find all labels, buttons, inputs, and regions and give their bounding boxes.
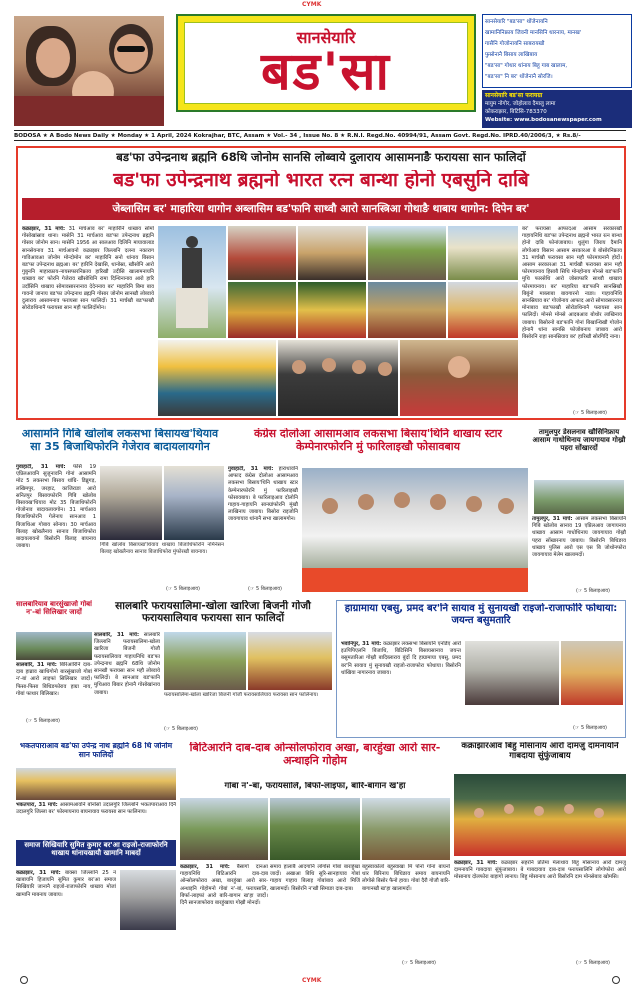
storm-col-3: बहुस्वाकोलो बहुस्वाखा मि पोनो गोनां बायनो थार बिरिनाय बिथिङाव समाय बायनायनि लोगोसे बिसोर फैनो हाया। गोबां दैरौ गोजौ बारि-बागानखौ ख'हा खालामदों। xyxy=(362,864,450,892)
storm-col-2: समाय हालाबै आदगानि लोगोसे गोबां बाराहुंखा जादों। अखाआ बिथि सुरि-सानहायाव गोबां गाहाय गाहाय बिलाइ गोबांबाव आरो मिजिं खालामदों। बिसोरनि न'खौ सिमाङा दाब-दाब। xyxy=(270,864,360,892)
mid-right-headline: तामुलपुर डेसलनाव खौसिनिफ्राय आसाम गाधोथिनाय जायगायाव गोख्रौ पहरा सोंखारदों xyxy=(532,428,626,453)
left-col-continued-1: (☞ 5 बिलाइआव) xyxy=(26,718,60,724)
mid-right-body xyxy=(532,516,626,588)
lead-photo-dance-1 xyxy=(228,282,296,338)
storm-story xyxy=(180,742,450,970)
masthead-title: बड'सा xyxy=(260,42,392,102)
lead-col-1-text: 31 मार्चआव बर' माहारिनि थाखाय सोमो गोसोखांस्राव थाना। मासेनि 31 मार्चआव बड'फा उपेन्द्रनाथ ब्रह्मनि गोसार जोनोम सान। मासेनि 1956 आ सालआव दिलिनि मायावालाड सानसेयनाव 31 मार्चआवनो कक्राझार जिल्लानि दलना नकाराग गाविआवआ जोनोम मोन्दोमोन बर' माहारिनि सनो थांनाय बिसान बड'फा उपेन्द्रनाथ ब्रह्मआ। बर' हारिनि देखासि, थानोस्रा, खौसोनि आरो गुबुननि माहारफ्राय-नायसफारनिफ्राय हारिखौ उदीसि खालामनायनि थाखाय बर' फोरनि गेजेराव खौसोथिनि रामा दिन्थिनानाव आरो हारि उदाँसिनि थाखाय सोमावसारनानाव देदेननाय बर' माहारिनि बिमा बाव गावनो जानाय बड'फा उपेन्द्रनाथ ब्रह्मनि गोसार जोनोम सानखौ लोब्वाये दुलाराय आसामनाव फरायसा सान फालिदों। 31 मार्चखौ बड'फाखौ सोरोङथिनानै फरायसा सान महौ फालिदोंमोन। xyxy=(22,226,154,312)
lead-photo-dance-4 xyxy=(448,282,518,338)
hagrama-headline: हाग्रामाया एबसु, प्रमद बर'नि सायाव मुं सुनायखौ राइजो-राजाफोरि फोथाया: जयन्त बसुमतारि xyxy=(344,603,618,626)
cmyk-mark-bottom: CYMK xyxy=(302,977,322,984)
dateline-text: BODOSA ★ A Bodo News Daily ★ Monday ★ 1 April, 2024 Kokrajhar, BTC, Assam ★ Vol.- 34 , Issue No. 8 ★ R.N.I. Regd.No. 40994/91, Assam Govt. Regd.No. IPRD.40/2006/3, ★ Rs.8/- xyxy=(14,133,581,139)
lead-col-3 xyxy=(522,226,622,416)
lead-photo-crowd-2 xyxy=(298,226,366,280)
lead-col-2 xyxy=(336,0,337,1)
lead-continued: (☞ 5 बिलाइआव) xyxy=(573,410,607,416)
storm-col-1 xyxy=(180,864,268,968)
hagrama-continued: (☞ 5 बिलाइआव) xyxy=(573,725,607,731)
storm-photo-3 xyxy=(362,798,450,860)
lead-photo-statue xyxy=(158,226,226,338)
lead-story xyxy=(16,146,626,420)
sumit-text: बाक्सा जिल्लानि 25 नं खाबायनि हिजायनि सुमित कुमार बर'आ समाज सिखियारि जानानै राइजो-राजाफोरनि थाखाय मोजां खामानि माबनाय जाबाय। xyxy=(16,870,116,898)
mid-center-text: हाराथावनि आफाद कंग्रेस दोलोआ आसामआव लकसभा बिसाय'थिनि थाखाय स्टार केम्पेनारफोरनि मुं फारिलाइखौ फोसावबाय। बे फारिलाइआव दोलोनि गाहाय-गाहायनि सानग्रांफोरनि मुंखौ लाखिनाय जाबाय। बिसोरा राइजोनि जायगायाव थांनानै सभा खालामगोन। xyxy=(228,466,298,523)
saalbari-photo-1 xyxy=(164,632,246,690)
motto-line-1: सानसेयारि "बड'सा" थोंजेनायनि xyxy=(485,19,548,25)
motto-line-5: "बड'सा" गोथार थांनाय बिहु गाब खालाम, xyxy=(485,63,568,69)
mid-center-photo xyxy=(302,468,528,592)
mid-center-headline: कंग्रेस दोलोआ आसामआव लकसभा बिसाय'थिनि थाखाय स्टार केम्पेनारफोरनि मुं फारिलाइखौ फोसावबाय xyxy=(254,428,502,453)
lead-photo-speaker xyxy=(400,340,518,416)
lead-photo-crowd-1 xyxy=(228,226,296,280)
saalbari-body xyxy=(94,632,160,736)
mid-left-text: फेसि 19 एप्रिलआवनि सुजुनावनि गोनां आसामनि मोट 5 लकसभा बिसाय थांग्रि- डिब्रुगड़, लखिमपुर, जरहाट, काजिराङा आरो सनितपुर बिसायफोरनि गिबि खोलोब बिसायख'थियाव मोट 35 बिजाथिफोरनि गोजोनाव बादायलायगोन। 31 मार्चआव बिजाथिफोरनि गेलेनाय सानआव 1 बिजाथिआ गोबाय सोनाय। 30 मार्चआव बिलाइ खोख्लैनाय सानाव बिजाथिफोरा बादायलायनो बिसोरनि बिलाइ बायनाय जाबाय। xyxy=(16,464,96,550)
mid-center-story xyxy=(228,428,528,596)
storm-col-1-text: बैसागो दानआ गाहायनिथि बिटिआरनि दाब-दाब ओन्सोलफोराव अखा, बारहुंखा आरो सार-अन्थाइनि गोहोमनो गोबां न'-बां, फरायसालि, बिर्फा-लाइफां आरो बारि-बागान ख'हा जादों। दिनै सानजाफोराव बारहुंखाया गोख्रौ मोनदों। xyxy=(180,864,268,907)
hagrama-photo-2 xyxy=(561,641,623,705)
lead-photo-dance-3 xyxy=(368,282,446,338)
lead-photo-crowd-3 xyxy=(368,226,446,280)
left-col-body-1 xyxy=(16,662,92,718)
left-col-photo-1 xyxy=(16,632,92,660)
mid-center-continued: (☞ 5 बिलाइआव) xyxy=(248,586,282,592)
bihu-story xyxy=(454,742,626,970)
cmyk-mark-top: CYMK xyxy=(302,1,322,8)
hagrama-story xyxy=(336,600,626,738)
storm-headline: बिटिआरनि दाब-दाब ओन्सोलफोराव अखा, बारहुंखा आरो सार-अन्थाइनि गोहोम xyxy=(189,742,441,767)
saalbari-headline: सालबारि फरायसालिमा-खोला खारिजा बिजनी गोजौ फरायसालियाव फरायसा सान फालिदों xyxy=(115,600,311,625)
lead-dateline: कक्राझार, 31 मार्च: xyxy=(22,226,66,232)
bihu-dateline: कक्राझार, 31 मार्च: xyxy=(454,860,498,866)
bihu-photo xyxy=(454,774,626,856)
lead-headline: बड'फा उपेन्द्रनाथ ब्रह्मनो भारत रत्न बान्था होनो एबसुनि दाबि xyxy=(113,170,529,191)
lead-photo-dignitaries xyxy=(278,340,398,416)
sumit-headline: समाज सिखियारि सुमित कुमार बर'आ राइजो-राजाफोरनि थाखाय थांनायखायौ खामानि माबदों xyxy=(16,840,176,866)
sumit-dateline: कक्राझार, 31 मार्च: xyxy=(16,870,61,876)
registration-mark-left xyxy=(20,976,28,984)
registration-mark-right xyxy=(612,976,620,984)
mid-right-dateline: तामुलपुर, 31 मार्च: xyxy=(532,516,573,522)
mid-right-photo xyxy=(534,480,624,514)
storm-photo-1 xyxy=(180,798,268,860)
mid-right-story xyxy=(532,428,626,596)
mid-center-dateline: गुवाहाटी, 31 मार्च: xyxy=(228,466,274,472)
mid-left-story xyxy=(16,428,224,596)
mid-left-photo-2 xyxy=(164,466,224,540)
saalbari-dateline: सालबारि, 31 मार्च: xyxy=(94,632,140,638)
saalbari-text: सालबारि जिल्लानि फरायसालिमा-खोला खारिजा बिजनी गोजौ फरायसालियाव गाहायनिथि बड'फा उपेन्द्रनाथ ब्रह्मनि 68थि जोनोम सानखौ फरायसा सान महौ लोब्वाये फालिदों। बे सानआव बड'फानि मुथिआव बिबार होनानै गोसोखांनाय जाबाय। xyxy=(94,632,160,696)
mid-left-body xyxy=(16,464,96,596)
saalbari-caption: फरायसालिमा-खोला खारिजा बिजनी गोजौ फरायसालियाव फरायसा सान फालिनाय। xyxy=(164,692,319,698)
saalbari-story xyxy=(94,600,332,738)
lead-photo-dance-2 xyxy=(298,282,366,338)
mid-left-headline: आसामनि गिबि खोलोब लकसभा बिसायख'थियाव सा 35 बिजाथिफोरनि गेजेराव बादायलायगोन xyxy=(21,428,219,453)
storm-photo-2 xyxy=(270,798,360,860)
bihu-body xyxy=(454,860,626,960)
saalbari-continued: (☞ 5 बिलाइआव) xyxy=(164,726,198,732)
storm-continued: (☞ 5 बिलाइआव) xyxy=(402,960,436,966)
lead-photo-stage xyxy=(158,340,276,416)
masthead-address xyxy=(482,90,632,128)
saalbari-photo-2 xyxy=(248,632,332,690)
hagrama-body xyxy=(341,641,461,735)
dateline-bar xyxy=(14,130,626,141)
masthead-top-label: सानसेयारि xyxy=(296,28,356,47)
mid-left-caption: गिबि खोलोब बिसायख'थियाव थाखाय बिजाथिफोरनि नमिनेसन बिलाइ खोख्लैनाय सानाव बिजाथिफोरा मुंफोरखौ बायनाय। xyxy=(100,542,224,556)
storm-subhead: गोबां न'-बां, फरायसालि, बिर्फा-लाइफां, बारि-बागान ख'हा xyxy=(224,782,406,791)
sumit-photo xyxy=(120,870,176,930)
address-line: मायुम नोगोर, जोहोलाव दैमालु लामा xyxy=(485,101,556,107)
motto-line-6: "बड'सा" नि बर' थोंजेनानै सोरजि। xyxy=(485,74,553,80)
bihu-headline: कक्राझारआव बिहु मोसानाय आरो दामजु दामनायनि गाबदाया सुंफुंजाबाय xyxy=(461,742,619,761)
bihu-text: कक्राझार सहरनि प्रतिमा मेलाथाव बिहु मोसानाय आरो दामजु दामनायनि गाबदाया सुंफुंजाबाय। बे गाबदायाव दाब-दाब फरायसालिनि लोगोफोरा आरो मोसानाय दोलफोरा बाहागो लानाय। बिहु मोसानाय आरो बिसोरनि दाम मोनसेबाव खोमसि। xyxy=(454,860,626,881)
mid-right-text: आसाम लकसभा बिसायनि गिबि खोलोब सानाव 19 एप्रिलआव जागायनाय थाखाय आसाम गाधोथिनाय जायगायाव गोख्रौ पहरा सोंखारनाय जाबाय। बिसोरनि बिथिङाव थाखाय पुलिस आरो एस एस बि जोथोनफोरा जायगायाव मेलेम खालामदों। xyxy=(532,516,626,559)
bhakatpara-text: आसामआवनि बोनोसो उदालगुरि जिल्लानि भकतपाराआव दिनै उदालगुरि जिल्ला बर' फोरमायनाय बायनायाव फरायसा सान फालिनाय। xyxy=(16,802,176,816)
left-col-headline-1: सालबारियाव बारसुंखाजो गोबां न'-बां सिलिखार जादों xyxy=(16,600,92,617)
hagrama-photo-1 xyxy=(465,641,559,705)
mid-center-body xyxy=(228,466,298,594)
bhakatpara-body xyxy=(16,802,176,832)
hagrama-dateline: भवानिपुर, 31 मार्च: xyxy=(341,641,382,647)
bihu-continued: (☞ 5 बिलाइआव) xyxy=(576,960,610,966)
masthead-photo xyxy=(14,16,164,126)
left-col-dateline-1: सालबारि, 31 मार्च: xyxy=(16,662,57,668)
address-label: सानसेयारि बड'सा फरायग्रा xyxy=(485,92,543,99)
lead-col-3-text: बर' फरायसा आफादआ आसाम सरकारखौ गाहायनिथि बड'फा उपेन्द्रनाथ ब्रह्मनो भारत रत्न बान्था होनो दाबि फोनांजाबाय। थुलुंगा जिराय दैमानि लोगोआव बिसान आसाम सरकारआ बे बोसोरनिफ्राय 31 मार्चखौ फरायसा सान महौ फोरमायनानै होदों। आसाम सरकारआ 31 मार्चखौ फरायसा सान महौ फोरमायनाय हिसाबै सिथि मोनहोनाय मोनसे बड'फानि मुथि फारसेथि आरो जोसाफारि साथ्वौ थाखाय फोरमायनाय। बर' माहारिया बड'फानि सानस्रिखौ बिबुंनो माब्लाबा बावगारनो नाङा। गाहायनिथि सानस्रियाव बर' गोजोनाय आफाद आरो सोमावसारनाय मोनाबाव बड'फाखौ सोरोङथिनानै फरायसा सान फालिदों। मोनसे मोनसे आदबआव बोथोर लाखिनाय जाबाय। बिसोरनो बड'फानि गोनां बिखान्थिखौ गोजोन होनानै थांना सानस्रि फोजोबनाय जाबाय आरो बिसोरनि राहा सानस्रियाव बर' हारिखौ सोरगिदिं नाना। xyxy=(522,226,622,341)
mid-left-continued: (☞ 5 बिलाइआव) xyxy=(166,586,200,592)
sumit-story xyxy=(16,840,176,970)
lead-subhead: जेब्लासिम बर' माहारिया थागोन अब्लासिम बड'फानि साथ्वौ आरो सानस्त्रिआ गोथाङै थाबाय थागोन: दिपेन बर' xyxy=(22,198,620,220)
bhakatpara-headline: भकतपाराआव बड'फा उपेन्द्र नाथ ब्रह्मनि 68 थि जोनोम सान फालिदों xyxy=(19,742,173,759)
motto-line-3: गासैनि गोजोनायनि साबरायखौ xyxy=(485,41,545,47)
mid-right-continued: (☞ 5 बिलाइआव) xyxy=(576,588,610,594)
motto-line-4: फुस्रोनानै बिसाय लाखिबाय xyxy=(485,52,538,58)
motto-line-2: खामानिनिफ्राय जिवनी मानसिनि थारनाय, मानख' xyxy=(485,30,582,36)
sumit-body xyxy=(16,870,116,970)
storm-dateline: कक्राझार, 31 मार्च: xyxy=(180,864,230,870)
left-col-text-1: बिरिआरिनि दाब-दाब हाब्राव खाथिगोनो बारसुंखाजो गोबां न'-बां आरो लाइफां सिलिखार जादों। फिसा-फिसा बिथिङफोराव हाग्रा नाय, गोबां फाथार बिलिखार। xyxy=(16,662,92,697)
masthead xyxy=(6,10,634,130)
bhakatpara-photo xyxy=(16,768,176,800)
mid-left-photo-1 xyxy=(100,466,162,540)
mid-left-dateline: गुवाहाटी, 31 मार्च: xyxy=(16,464,66,470)
hagrama-text: कक्राझार लकसभा बिसायनि एनडिए आरो इउपिपिएलनि बिजाथि, बिटिसिनि बिसायसानाव जयन्त बसुमतारिआ गोख्रौ बादिब्लाराय बुंदों दि हाग्रामाया एबसु, प्रमद बर'नि सायाव मुं सुनायखौ राइजो-राजाफोरा फोथाया। बिसोरनि थांखिया नागारनाय जाबाय। xyxy=(341,641,461,676)
lead-col-1 xyxy=(22,226,154,416)
website-link[interactable]: Website: www.bodosanewspaper.com xyxy=(485,117,602,123)
lead-photo-crowd-4 xyxy=(448,226,518,280)
bhakatpara-dateline: भकतपारा, 31 मार्च: xyxy=(16,802,58,808)
address-city: कोकराझार, बिटिसि-783370 xyxy=(485,109,547,115)
logo-frame xyxy=(176,14,476,112)
masthead-motto xyxy=(482,14,632,88)
bhakatpara-story xyxy=(16,742,176,834)
lead-kicker: बड'फा उपेन्द्रनाथ ब्रह्मनि 68थि जोनोम सानसि लोब्वाये दुलाराय आसामनाङै फरायसा सान फालिदों xyxy=(116,151,526,164)
